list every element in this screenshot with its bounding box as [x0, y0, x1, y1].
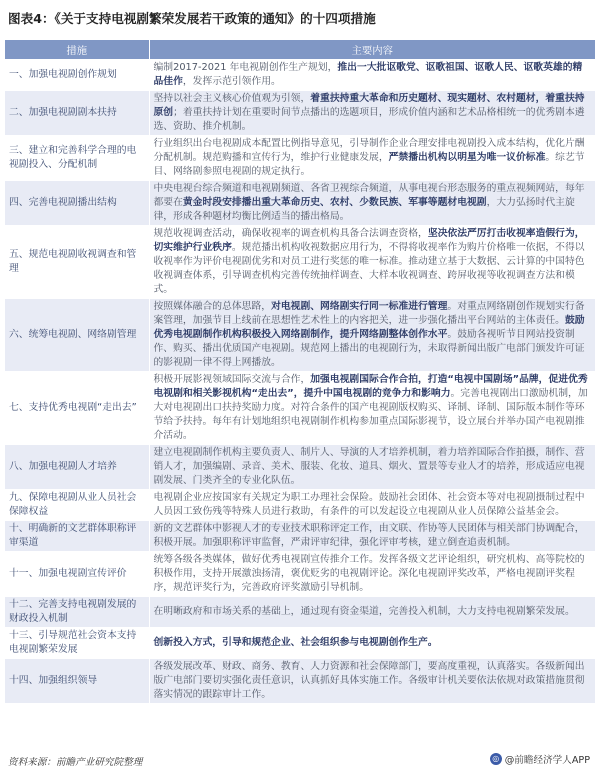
content-cell	[149, 60, 595, 91]
body-text: 积极开展影视领域国际交流与合作，	[153, 374, 311, 385]
content-cell	[149, 299, 595, 372]
measure-cell: 七、支持优秀电视剧“走出去”	[5, 372, 149, 445]
table-body	[5, 60, 595, 704]
measure-cell: 九、保障电视剧从业人员社会保障权益	[5, 490, 149, 521]
measure-cell: 二、加强电视剧剧本扶持	[5, 91, 149, 136]
body-text: 新的文艺群体中影视人才的专业技术职称评定工作，由文联、作协等人民团体与相关部门协调配合，积极开展。加强职称评审监督，严肃评审纪律，强化评审考核，建立倒查追责机制。	[153, 523, 585, 548]
body-text: 在明晰政府和市场关系的基础上，通过现有资金渠道，完善投入机制，大力支持电视剧繁荣发展。	[153, 606, 575, 617]
emphasis-text: 推出一大批讴歌党、讴歌祖国、讴歌人民、讴歌英雄的精品佳作	[153, 62, 583, 87]
column-header-measure: 措施	[5, 40, 149, 60]
body-text: 按照媒体融合的总体思路，	[153, 301, 272, 312]
table-row	[5, 299, 595, 372]
measure-cell: 八、加强电视剧人才培养	[5, 445, 149, 490]
measure-cell: 六、统筹电视剧、网络剧管理	[5, 299, 149, 372]
measure-cell: 五、规范电视剧收视调查和管理	[5, 226, 149, 299]
qianzhan-logo-icon: ◎	[490, 753, 502, 765]
page-title: 图表4：《关于支持电视剧繁荣发展若干政策的通知》的十四项措施	[8, 11, 376, 26]
table-row	[5, 628, 595, 659]
measure-cell: 四、完善电视剧播出结构	[5, 181, 149, 226]
body-text: 。对重点网络剧创作规划实行备案管理，加强节目上线前在思想性艺术性上的内容把关，进一步强化播出平台网站的主体责任。	[153, 301, 585, 326]
body-text: 。规范播出机构收视数据应用行为，不得将收视率作为购片价格唯一依据，不得以收视率作为评价电视剧优劣和对员工进行奖惩的唯一标准。推动建立基于大数据、云计算的中国特色收视调查体系，引导调查机构完善传统抽样调查、大样本收视调查、跨屏收视等收视调查方法和模式。	[153, 242, 585, 295]
measure-cell: 一、加强电视剧创作规划	[5, 60, 149, 91]
brand-text: @前瞻经济学人APP	[504, 755, 590, 766]
body-text: 坚持以社会主义核心价值观为引领，	[153, 93, 311, 104]
body-text: 编制2017-2021 年电视剧创作生产规划，	[153, 62, 338, 73]
content-cell	[149, 372, 595, 445]
body-text: 统筹各级各类媒体，做好优秀电视剧宣传推介工作。发挥各级文艺评论组织，研究机构、高等院校的积极作用，支持开展激浊扬清，褒优贬劣的电视剧评论。深化电视剧评奖改革，严格电视剧评奖程序，规范评奖行为，完善政府评奖激励引导机制。	[153, 554, 585, 593]
content-cell	[149, 659, 595, 704]
content-cell	[149, 445, 595, 490]
emphasis-text: 对电视剧、网络剧实行同一标准进行管理	[271, 301, 448, 312]
table-header-row	[5, 40, 595, 60]
body-text: 建立电视剧制作机构主要负责人、制片人、导演的人才培养机制，着力培养国际合作拍摄，制作、营销人才，加强编剧、录音、美术、服装、化妆、道具、烟火、置景等专业人才的培养，形成适应电视剧发展、门类齐全的专业化队伍。	[153, 447, 585, 486]
emphasis-text: 创新投入方式，引导和规范企业、社会组织参与电视剧创作生产。	[153, 637, 438, 648]
table-row	[5, 136, 595, 181]
table-row	[5, 181, 595, 226]
measure-cell: 十一、加强电视剧宣传评价	[5, 552, 149, 597]
table-row	[5, 372, 595, 445]
content-cell	[149, 490, 595, 521]
emphasis-text: 着重扶持重大革命和历史题材、现实题材、农村题材，着重扶持原创	[153, 93, 585, 118]
emphasis-text: 鼓励优秀电视剧制作机构积极投入网络剧制作，提升网络剧整体创作水平	[153, 315, 585, 340]
emphasis-text: 严禁播出机构以明星为唯一议价标准	[388, 152, 546, 163]
table-row	[5, 226, 595, 299]
table-row	[5, 60, 595, 91]
table-row	[5, 490, 595, 521]
table-row	[5, 552, 595, 597]
content-cell	[149, 521, 595, 552]
body-text: ；着重扶持计划在重要时间节点播出的选题项目，形成价值内涵和艺术品格相统一的优秀剧本遴选、资助、推介机制。	[153, 107, 585, 132]
content-cell	[149, 136, 595, 181]
brand-watermark	[490, 752, 590, 766]
content-cell	[149, 91, 595, 136]
table-row	[5, 445, 595, 490]
body-text: 行业组织出台电视剧成本配置比例指导意见，引导制作企业合理安排电视剧投入成本结构，优化片酬分配机制。规范购播和宣传行为，维护行业健康发展，	[153, 138, 585, 163]
table-row	[5, 521, 595, 552]
measure-cell: 十四、加强组织领导	[5, 659, 149, 704]
column-header-content: 主要内容	[149, 40, 595, 60]
body-text: 电视剧企业应按国家有关规定为职工办理社会保险。鼓励社会团体、社会资本等对电视剧摄制过程中人员因工致伤残等特殊人员进行救助，有条件的可以发起设立电视剧从业人员保障公益基金会。	[153, 492, 585, 517]
measures-table	[5, 40, 595, 704]
body-text: 。鼓励各视听节目网站投资制作、购买、播出优质国产电视剧。规范网上播出的电视剧行为，未取得新闻出版广电部门颁发许可证的影视剧一律不得上网播放。	[153, 329, 585, 368]
body-text: 规范收视调查活动，确保收视率的调查机构具备合法调查资格，	[153, 228, 428, 239]
table-row	[5, 597, 595, 628]
body-text: 各级发展改革、财政、商务、教育、人力资源和社会保障部门，要高度重视，认真落实。各级新闻出版广电部门要切实强化责任意识，认真抓好具体实施工作。各级审计机关要依法依规对政策措施贯彻落实情况的跟踪审计工作。	[153, 661, 585, 700]
body-text: ，大力弘扬时代主旋律，形成各种题材均衡比例适当的播出格局。	[153, 197, 575, 222]
measure-cell: 三、建立和完善科学合理的电视剧投入、分配机制	[5, 136, 149, 181]
content-cell	[149, 597, 595, 628]
emphasis-text: 坚决依法严厉打击收视率造假行为，切实维护行业秩序	[153, 228, 585, 253]
content-cell	[149, 628, 595, 659]
body-text: 。综艺节目、网络剧参照电视剧的规定执行。	[153, 152, 585, 177]
table-row	[5, 91, 595, 136]
content-cell	[149, 181, 595, 226]
body-text: 。完善电视剧出口激励机制，加大对电视剧出口扶持奖励力度。对符合条件的国产电视剧版权购买、译制、译制、国际版本制作等环节给予扶持。每年有计划地组织电视剧制作机构参加重点国际影视节，设立展台并举办国产电视剧推介活动。	[153, 388, 588, 441]
measure-cell: 十三、引导规范社会资本支持电视剧繁荣发展	[5, 628, 149, 659]
source-note: 资料来源：前瞻产业研究院整理	[8, 757, 143, 768]
content-cell	[149, 226, 595, 299]
emphasis-text: 黄金时段安排播出重大革命历史、农村、少数民族、军事等题材电视剧	[182, 197, 487, 208]
body-text: ，发挥示范引领作用。	[182, 76, 281, 87]
table-row	[5, 659, 595, 704]
content-cell	[149, 552, 595, 597]
measure-cell: 十二、完善支持电视剧发展的财政投入机制	[5, 597, 149, 628]
body-text: 中央电视台综合频道和电视剧频道、各省卫视综合频道，从事电视台形态服务的重点视频网站，每年都要在	[153, 183, 585, 208]
emphasis-text: 加强电视剧国际合作合拍，打造“电视中国剧场”品牌，促进优秀电视剧和相关影视机构“走出去”，提升中国电视剧的竞争力和影响力	[153, 374, 588, 399]
measure-cell: 十、明确新的文艺群体职称评审渠道	[5, 521, 149, 552]
